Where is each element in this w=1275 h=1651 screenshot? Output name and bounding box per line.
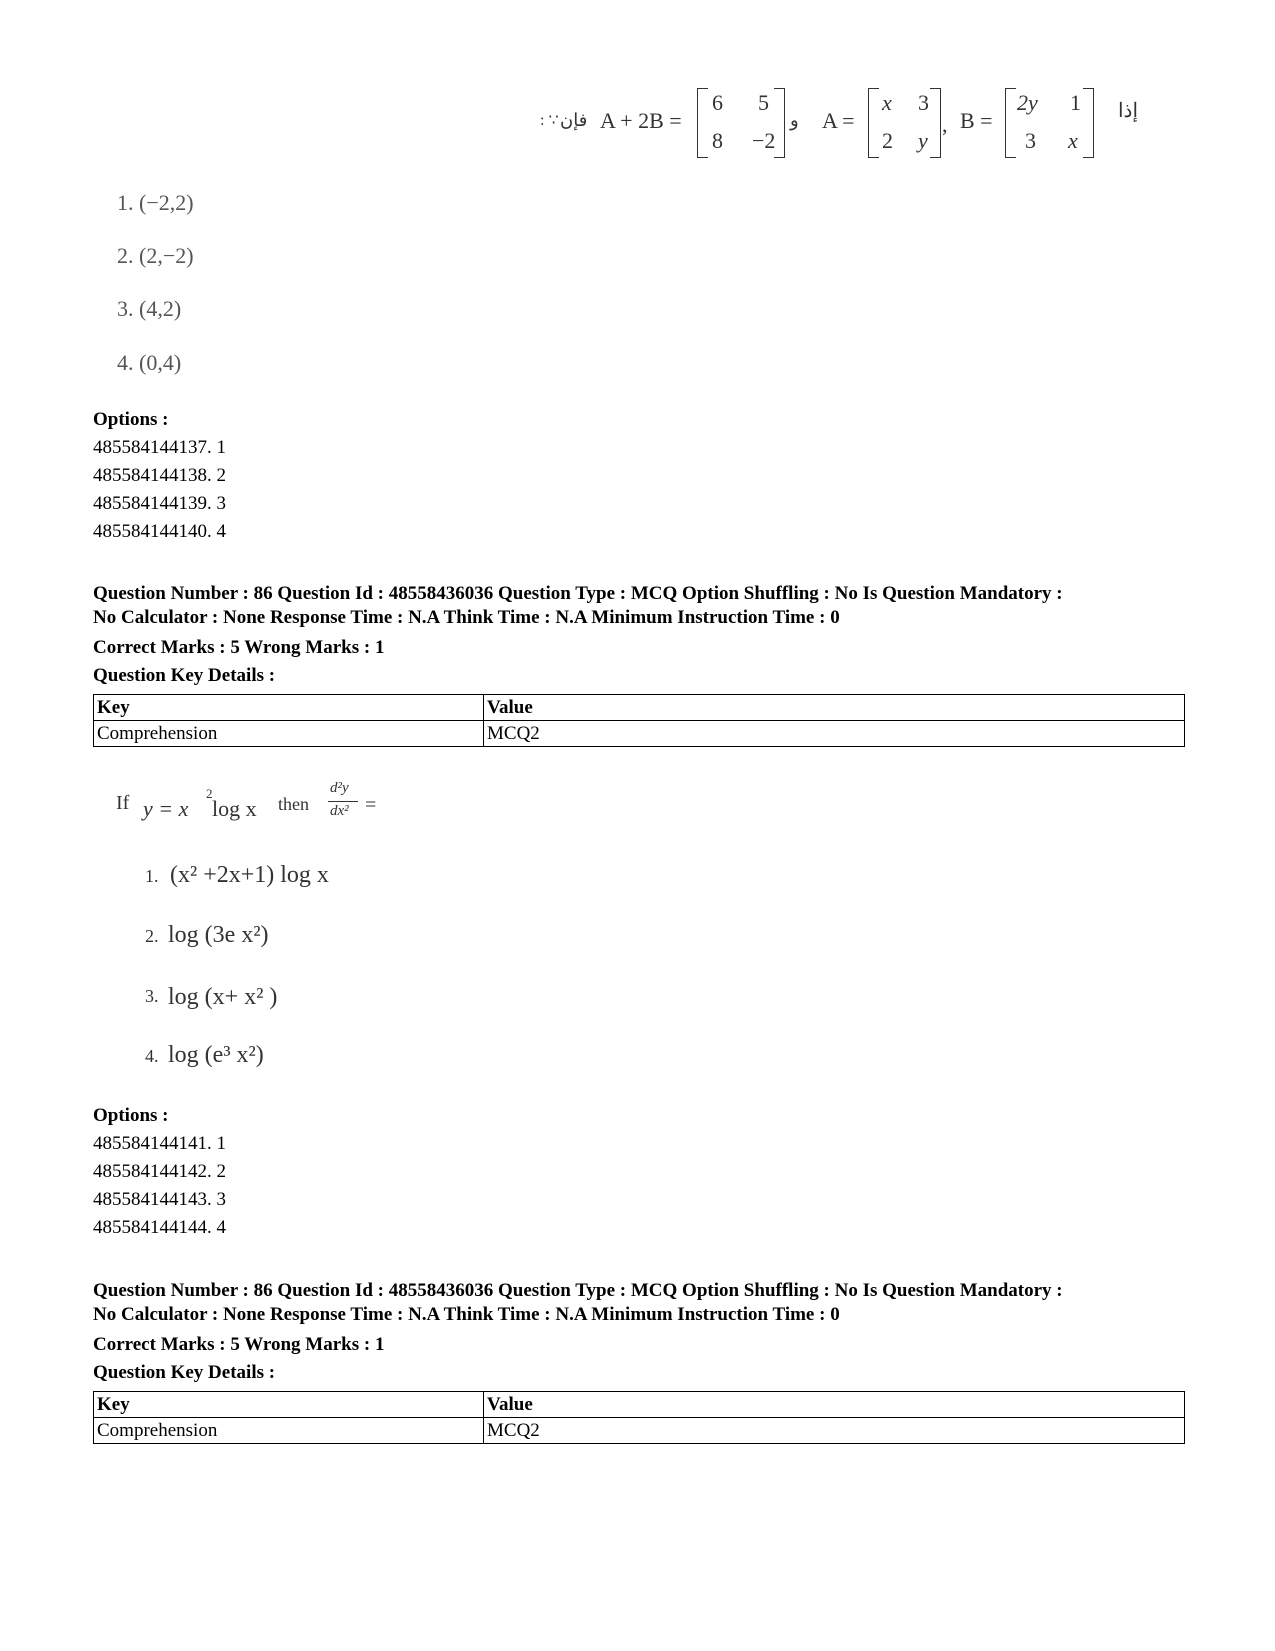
image-option-number: 1. (145, 866, 159, 886)
a-matrix-cell: 3 (918, 90, 929, 115)
option-row: 485584144142. 2 (93, 1161, 226, 1182)
table-cell-value: MCQ2 (484, 721, 1185, 747)
stem-denominator: dx² (330, 803, 349, 819)
option-row: 485584144138. 2 (93, 465, 226, 486)
table-header-row (94, 1392, 1185, 1418)
image-option: 4. (0,4) (117, 350, 182, 375)
option-row: 485584144137. 1 (93, 437, 226, 458)
options-heading: Options : (93, 1105, 169, 1126)
b-label: B = (960, 108, 993, 133)
table-row (94, 1418, 1185, 1444)
stem-equals: = (365, 794, 377, 816)
sum-matrix-cell: 6 (712, 90, 723, 115)
table-header-value: Value (484, 1392, 1185, 1418)
image-option-number: 2. (145, 926, 159, 946)
key-details-table (93, 694, 1185, 747)
option-row: 485584144144. 4 (93, 1217, 226, 1238)
stem-if: If (116, 792, 130, 814)
image-option: 3. (4,2) (117, 296, 182, 321)
image-option: 1. (−2,2) (117, 190, 194, 215)
marks-line: Correct Marks : 5 Wrong Marks : 1 (93, 637, 385, 658)
table-cell-value: MCQ2 (484, 1418, 1185, 1444)
table-header-key: Key (94, 1392, 484, 1418)
arabic-and-text: و (790, 110, 799, 130)
sum-label: A + 2B = (600, 108, 682, 133)
b-matrix-cell: 3 (1025, 128, 1036, 153)
a-matrix-cell: y (918, 128, 928, 153)
stem-numerator: d²y (330, 780, 349, 796)
marks-line: Correct Marks : 5 Wrong Marks : 1 (93, 1334, 385, 1355)
a-matrix-right-bracket (930, 88, 941, 158)
arabic-if-text: إذا (1118, 100, 1139, 122)
b-matrix-right-bracket (1083, 88, 1094, 158)
option-row: 485584144143. 3 (93, 1189, 226, 1210)
image-option: log (e³ x²) (168, 1042, 264, 1068)
key-details-heading: Question Key Details : (93, 665, 276, 686)
a-matrix-cell: x (882, 90, 892, 115)
a-matrix-cell: 2 (882, 128, 893, 153)
image-option: (x² +2x+1) log x (170, 862, 329, 888)
stem-y-eq: y = x (143, 796, 189, 821)
question-header-line2: No Calculator : None Response Time : N.A Think Time : N.A Minimum Instruction Time : 0 (93, 1304, 840, 1325)
sum-matrix-right-bracket (774, 88, 785, 158)
table-cell-key: Comprehension (94, 1418, 484, 1444)
b-matrix-cell: x (1068, 128, 1078, 153)
option-row: 485584144139. 3 (93, 493, 226, 514)
sum-matrix-cell: 8 (712, 128, 723, 153)
sum-matrix-cell: −2 (752, 128, 776, 153)
b-matrix-cell: 1 (1070, 90, 1081, 115)
table-row (94, 721, 1185, 747)
b-matrix-left-bracket (1005, 88, 1016, 158)
stem-then: then (278, 794, 309, 814)
option-row: 485584144141. 1 (93, 1133, 226, 1154)
option-row: 485584144140. 4 (93, 521, 226, 542)
image-option: log (x+ x² ) (168, 984, 278, 1010)
question-header-line1: Question Number : 86 Question Id : 48558436036 Question Type : MCQ Option Shuffling : No Is Question Mandatory : (93, 583, 1063, 604)
image-option-number: 3. (145, 986, 159, 1006)
question-header-line1: Question Number : 86 Question Id : 48558436036 Question Type : MCQ Option Shuffling : No Is Question Mandatory : (93, 1280, 1063, 1301)
question-header-line2: No Calculator : None Response Time : N.A Think Time : N.A Minimum Instruction Time : 0 (93, 607, 840, 628)
tail-text: : ∵ (540, 112, 559, 129)
image-option: 2. (2,−2) (117, 243, 194, 268)
stem-log: log x (212, 796, 257, 821)
key-details-heading: Question Key Details : (93, 1362, 276, 1383)
a-label: A = (822, 108, 855, 133)
table-header-row (94, 695, 1185, 721)
image-option-number: 4. (145, 1046, 159, 1066)
arabic-then-text: فإن (560, 110, 588, 130)
key-details-table (93, 1391, 1185, 1444)
sum-matrix-cell: 5 (758, 90, 769, 115)
b-matrix-cell: 2y (1017, 90, 1038, 115)
table-cell-key: Comprehension (94, 721, 484, 747)
options-heading: Options : (93, 409, 169, 430)
sum-matrix-left-bracket (697, 88, 708, 158)
image-option: log (3e x²) (168, 922, 269, 948)
table-header-value: Value (484, 695, 1185, 721)
a-matrix-left-bracket (868, 88, 879, 158)
stem-sup: 2 (206, 786, 213, 801)
table-header-key: Key (94, 695, 484, 721)
